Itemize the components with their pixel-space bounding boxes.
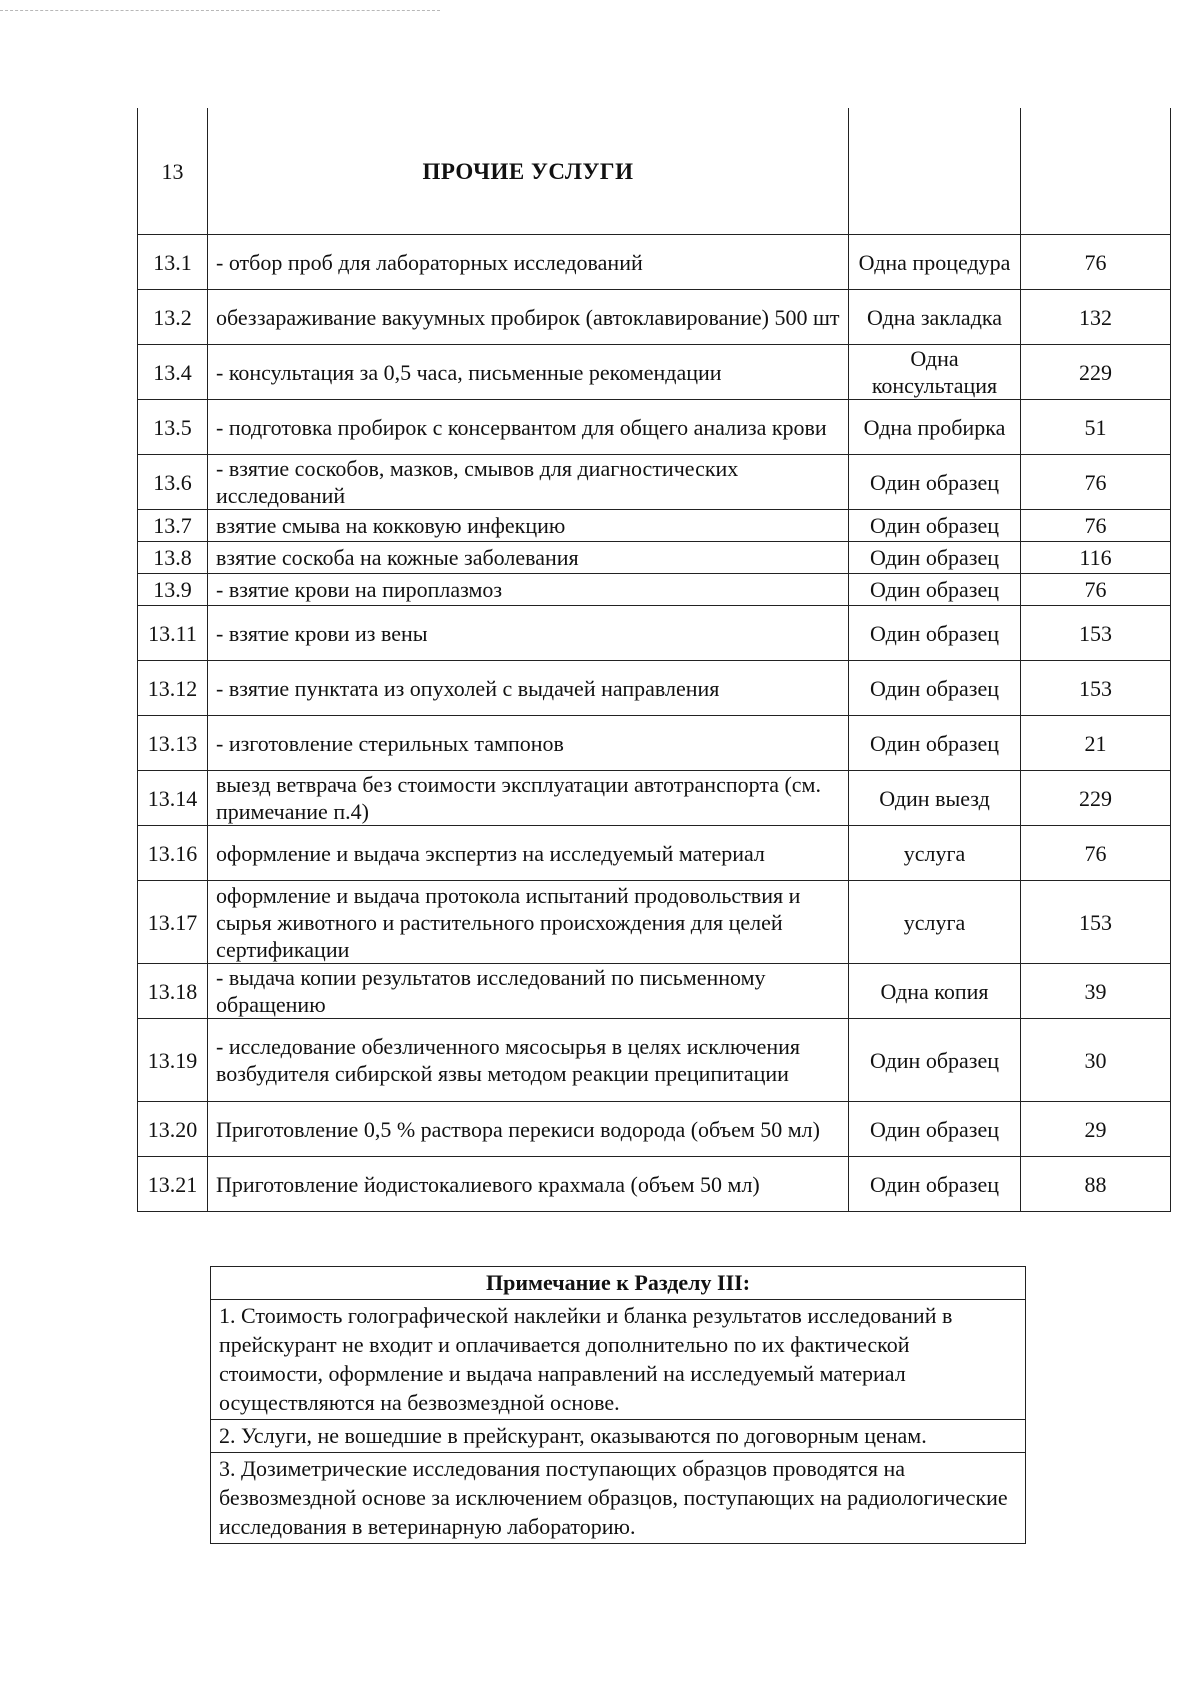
row-description: - взятие соскобов, мазков, смывов для диагностических исследований [208,455,849,510]
row-price: 153 [1021,661,1171,716]
row-price: 76 [1021,826,1171,881]
table-row [138,771,1171,826]
row-number: 13.14 [138,771,208,826]
row-number: 13.21 [138,1157,208,1212]
table-row [138,345,1171,400]
row-price: 39 [1021,964,1171,1019]
table-row [138,542,1171,574]
table-row [138,661,1171,716]
row-unit: услуга [849,881,1021,964]
row-number: 13.19 [138,1019,208,1102]
note-item: 1. Стоимость голографической наклейки и бланка результатов исследований в прейскурант не входит и оплачивается дополнительно по их фактической стоимости, оформление и выдача направлений на исследуемый материал осуществляются на безвозмездной основе. [211,1300,1026,1420]
row-description: Приготовление йодистокалиевого крахмала (объем 50 мл) [208,1157,849,1212]
table-row [138,716,1171,771]
row-number: 13.11 [138,606,208,661]
row-price: 116 [1021,542,1171,574]
section-price-cell [1021,108,1171,235]
row-price: 30 [1021,1019,1171,1102]
section-title: ПРОЧИЕ УСЛУГИ [208,108,849,235]
table-row [138,606,1171,661]
row-number: 13.16 [138,826,208,881]
note-row [211,1420,1026,1453]
note-row [211,1300,1026,1420]
notes-title: Примечание к Разделу III: [211,1267,1026,1300]
row-unit: Одна процедура [849,235,1021,290]
row-unit: Одна закладка [849,290,1021,345]
row-price: 76 [1021,574,1171,606]
row-description: - подготовка пробирок с консервантом для общего анализа крови [208,400,849,455]
row-price: 29 [1021,1102,1171,1157]
row-number: 13.13 [138,716,208,771]
row-number: 13.8 [138,542,208,574]
row-description: обеззараживание вакуумных пробирок (автоклавирование) 500 шт [208,290,849,345]
row-description: взятие соскоба на кожные заболевания [208,542,849,574]
row-unit: Один образец [849,661,1021,716]
table-row [138,290,1171,345]
row-price: 76 [1021,455,1171,510]
row-price: 76 [1021,510,1171,542]
row-description: Приготовление 0,5 % раствора перекиси водорода (объем 50 мл) [208,1102,849,1157]
row-price: 88 [1021,1157,1171,1212]
table-row [138,1157,1171,1212]
row-unit: Один выезд [849,771,1021,826]
row-number: 13.1 [138,235,208,290]
row-number: 13.7 [138,510,208,542]
row-number: 13.9 [138,574,208,606]
row-number: 13.4 [138,345,208,400]
row-description: оформление и выдача экспертиз на исследуемый материал [208,826,849,881]
table-row [138,1019,1171,1102]
row-unit: Один образец [849,1102,1021,1157]
row-unit: Одна копия [849,964,1021,1019]
note-item: 3. Дозиметрические исследования поступающих образцов проводятся на безвозмездной основе за исключением образцов, поступающих на радиологические исследования в ветеринарную лабораторию. [211,1453,1026,1544]
row-description: выезд ветврача без стоимости эксплуатации автотранспорта (см. примечание п.4) [208,771,849,826]
note-row [211,1453,1026,1544]
row-unit: Один образец [849,455,1021,510]
row-unit: Один образец [849,542,1021,574]
row-price: 229 [1021,345,1171,400]
row-description: - взятие крови на пироплазмоз [208,574,849,606]
row-price: 76 [1021,235,1171,290]
section-number: 13 [138,108,208,235]
row-unit: Одна пробирка [849,400,1021,455]
row-unit: Один образец [849,574,1021,606]
row-number: 13.18 [138,964,208,1019]
section-unit-cell [849,108,1021,235]
row-description: - выдача копии результатов исследований по письменному обращению [208,964,849,1019]
row-unit: Один образец [849,1157,1021,1212]
row-number: 13.20 [138,1102,208,1157]
table-row [138,400,1171,455]
row-description: оформление и выдача протокола испытаний продовольствия и сырья животного и растительного происхождения для целей сертификации [208,881,849,964]
row-description: - отбор проб для лабораторных исследований [208,235,849,290]
row-price: 229 [1021,771,1171,826]
row-price: 153 [1021,881,1171,964]
table-row [138,881,1171,964]
scan-edge-mark [0,10,440,12]
table-row [138,964,1171,1019]
row-number: 13.5 [138,400,208,455]
table-row [138,510,1171,542]
row-number: 13.17 [138,881,208,964]
row-description: - взятие крови из вены [208,606,849,661]
row-number: 13.12 [138,661,208,716]
row-unit: Один образец [849,510,1021,542]
table-row [138,235,1171,290]
row-price: 21 [1021,716,1171,771]
note-item: 2. Услуги, не вошедшие в прейскурант, оказываются по договорным ценам. [211,1420,1026,1453]
row-price: 132 [1021,290,1171,345]
row-unit: Один образец [849,606,1021,661]
row-unit: услуга [849,826,1021,881]
row-number: 13.6 [138,455,208,510]
row-description: - изготовление стерильных тампонов [208,716,849,771]
row-description: - взятие пунктата из опухолей с выдачей направления [208,661,849,716]
row-number: 13.2 [138,290,208,345]
row-price: 153 [1021,606,1171,661]
row-description: взятие смыва на кокковую инфекцию [208,510,849,542]
row-unit: Один образец [849,1019,1021,1102]
notes-table [210,1266,1026,1544]
notes-header-row [211,1267,1026,1300]
price-list-table [137,108,1171,1212]
table-row [138,574,1171,606]
table-row [138,1102,1171,1157]
row-description: - исследование обезличенного мясосырья в целях исключения возбудителя сибирской язвы методом реакции преципитации [208,1019,849,1102]
table-row [138,455,1171,510]
section-header-row [138,108,1171,235]
row-description: - консультация за 0,5 часа, письменные рекомендации [208,345,849,400]
table-row [138,826,1171,881]
row-price: 51 [1021,400,1171,455]
row-unit: Один образец [849,716,1021,771]
row-unit: Одна консультация [849,345,1021,400]
